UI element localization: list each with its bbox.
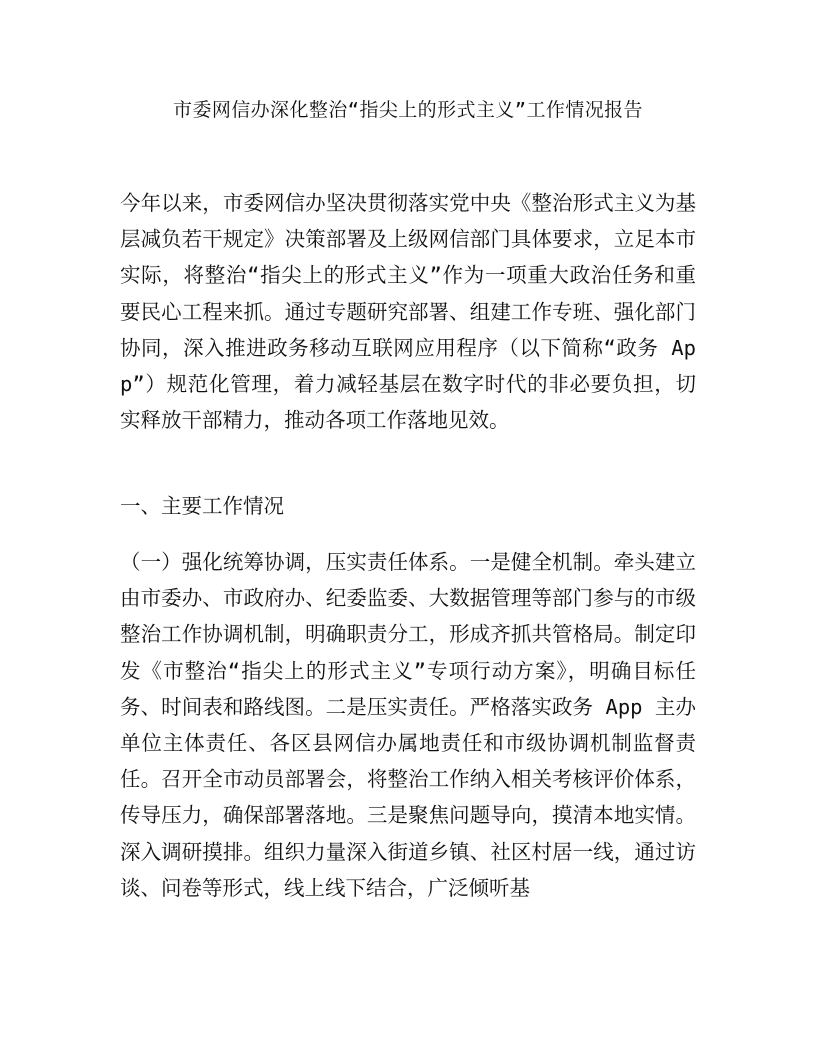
section-paragraph: （一）强化统筹协调，压实责任体系。一是健全机制。牵头建立由市委办、市政府办、纪委监委、大数据管理等部门参与的市级整治工作协调机制，明确职责分工，形成齐抓共管格局。制定印发《市整治“指尖上的形式主义”专项行动方案》，明确目标任务、时间表和路线图。二是压实责任。严格落实政务 App 主办单位主体责任、各区县网信办属地责任和市级协调机制监督责任。召开全市动员部署会，将整治工作纳入相关考核评价体系，传导压力，确保部署落地。三是聚焦问题导向，摸清本地实情。深入调研摸排。组织力量深入街道乡镇、社区村居一线，通过访谈、问卷等形式，线上线下结合，广泛倾听基 — [120, 550, 696, 900]
intro-paragraph: 今年以来，市委网信办坚决贯彻落实党中央《整治形式主义为基层减负若干规定》决策部署及上级网信部门具体要求，立足本市实际，将整治“指尖上的形式主义”作为一项重大政治任务和重要民心工程来抓。通过专题研究部署、组建工作专班、强化部门协同，深入推进政务移动互联网应用程序（以下简称“政务 App”）规范化管理，着力减轻基层在数字时代的非必要负担，切实释放干部精力，推动各项工作落地见效。 — [120, 191, 696, 433]
document-title: 市委网信办深化整治“指尖上的形式主义”工作情况报告 — [173, 99, 643, 121]
section-heading: 一、主要工作情况 — [120, 494, 284, 518]
